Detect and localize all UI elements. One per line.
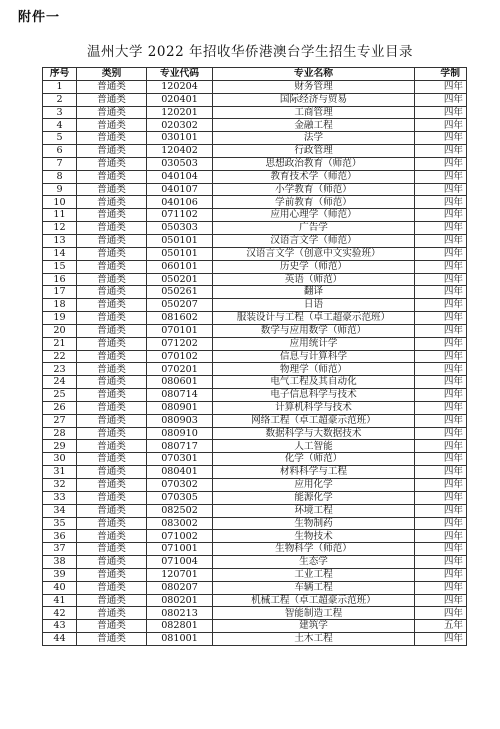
- cell-no: 1: [43, 80, 77, 93]
- cell-category: 普通类: [77, 543, 147, 556]
- table-body: [43, 80, 467, 645]
- cell-length: 四年: [415, 607, 467, 620]
- cell-code: 070102: [147, 350, 213, 363]
- cell-category: 普通类: [77, 234, 147, 247]
- cell-code: 080601: [147, 376, 213, 389]
- cell-major-name: 能源化学: [213, 491, 415, 504]
- cell-length: 四年: [415, 337, 467, 350]
- table-row: [43, 286, 467, 299]
- cell-major-name: 小学教育（师范）: [213, 183, 415, 196]
- cell-no: 21: [43, 337, 77, 350]
- cell-category: 普通类: [77, 286, 147, 299]
- cell-length: 四年: [415, 376, 467, 389]
- cell-major-name: 财务管理: [213, 80, 415, 93]
- attachment-label: 附件一: [18, 10, 61, 25]
- cell-no: 44: [43, 633, 77, 646]
- cell-category: 普通类: [77, 93, 147, 106]
- cell-category: 普通类: [77, 350, 147, 363]
- cell-length: 四年: [415, 543, 467, 556]
- cell-no: 4: [43, 119, 77, 132]
- table-row: [43, 568, 467, 581]
- cell-length: 四年: [415, 170, 467, 183]
- table-row: [43, 556, 467, 569]
- cell-code: 071202: [147, 337, 213, 350]
- table-row: [43, 80, 467, 93]
- cell-category: 普通类: [77, 196, 147, 209]
- cell-no: 9: [43, 183, 77, 196]
- cell-code: 050261: [147, 286, 213, 299]
- cell-code: 071004: [147, 556, 213, 569]
- cell-category: 普通类: [77, 504, 147, 517]
- cell-length: 四年: [415, 530, 467, 543]
- cell-category: 普通类: [77, 119, 147, 132]
- cell-code: 082801: [147, 620, 213, 633]
- cell-no: 16: [43, 273, 77, 286]
- table-row: [43, 517, 467, 530]
- cell-length: 四年: [415, 594, 467, 607]
- cell-category: 普通类: [77, 299, 147, 312]
- cell-no: 18: [43, 299, 77, 312]
- table-row: [43, 222, 467, 235]
- cell-no: 28: [43, 427, 77, 440]
- cell-no: 12: [43, 222, 77, 235]
- cell-code: 081001: [147, 633, 213, 646]
- cell-no: 36: [43, 530, 77, 543]
- cell-category: 普通类: [77, 363, 147, 376]
- cell-category: 普通类: [77, 209, 147, 222]
- table-row: [43, 183, 467, 196]
- cell-length: 四年: [415, 581, 467, 594]
- cell-no: 23: [43, 363, 77, 376]
- cell-length: 四年: [415, 119, 467, 132]
- table-row: [43, 260, 467, 273]
- cell-length: 五年: [415, 620, 467, 633]
- cell-code: 083002: [147, 517, 213, 530]
- table-row: [43, 607, 467, 620]
- cell-length: 四年: [415, 209, 467, 222]
- cell-major-name: 服装设计与工程（卓工超豪示范班）: [213, 312, 415, 325]
- cell-major-name: 智能制造工程: [213, 607, 415, 620]
- cell-length: 四年: [415, 414, 467, 427]
- cell-no: 17: [43, 286, 77, 299]
- cell-major-name: 汉语言文学（创意中文实验班）: [213, 247, 415, 260]
- cell-major-name: 机械工程（卓工超豪示范班）: [213, 594, 415, 607]
- cell-code: 080401: [147, 466, 213, 479]
- cell-major-name: 土木工程: [213, 633, 415, 646]
- cell-category: 普通类: [77, 491, 147, 504]
- cell-no: 19: [43, 312, 77, 325]
- cell-category: 普通类: [77, 273, 147, 286]
- cell-major-name: 网络工程（卓工超豪示范班）: [213, 414, 415, 427]
- cell-category: 普通类: [77, 145, 147, 158]
- cell-major-name: 生物科学（师范）: [213, 543, 415, 556]
- cell-category: 普通类: [77, 414, 147, 427]
- cell-major-name: 材料科学与工程: [213, 466, 415, 479]
- cell-no: 29: [43, 440, 77, 453]
- cell-length: 四年: [415, 260, 467, 273]
- cell-code: 080901: [147, 401, 213, 414]
- cell-major-name: 生态学: [213, 556, 415, 569]
- cell-major-name: 数学与应用数学（师范）: [213, 324, 415, 337]
- cell-major-name: 历史学（师范）: [213, 260, 415, 273]
- cell-length: 四年: [415, 568, 467, 581]
- table-row: [43, 530, 467, 543]
- cell-category: 普通类: [77, 337, 147, 350]
- cell-category: 普通类: [77, 517, 147, 530]
- cell-code: 050101: [147, 234, 213, 247]
- cell-major-name: 工商管理: [213, 106, 415, 119]
- table-row: [43, 427, 467, 440]
- cell-length: 四年: [415, 145, 467, 158]
- table-row: [43, 350, 467, 363]
- cell-no: 30: [43, 453, 77, 466]
- cell-code: 120701: [147, 568, 213, 581]
- cell-no: 38: [43, 556, 77, 569]
- cell-no: 22: [43, 350, 77, 363]
- cell-code: 080207: [147, 581, 213, 594]
- header-code: 专业代码: [147, 68, 213, 81]
- cell-code: 080903: [147, 414, 213, 427]
- cell-length: 四年: [415, 299, 467, 312]
- cell-major-name: 汉语言文学（师范）: [213, 234, 415, 247]
- cell-category: 普通类: [77, 183, 147, 196]
- cell-length: 四年: [415, 183, 467, 196]
- table-row: [43, 466, 467, 479]
- cell-code: 080717: [147, 440, 213, 453]
- cell-major-name: 教育技术学（师范）: [213, 170, 415, 183]
- cell-major-name: 工业工程: [213, 568, 415, 581]
- table-row: [43, 157, 467, 170]
- cell-major-name: 法学: [213, 132, 415, 145]
- cell-length: 四年: [415, 132, 467, 145]
- cell-code: 071001: [147, 543, 213, 556]
- header-category: 类别: [77, 68, 147, 81]
- cell-length: 四年: [415, 401, 467, 414]
- document-title: 温州大学 2022 年招收华侨港澳台学生招生专业目录: [87, 44, 413, 60]
- cell-no: 43: [43, 620, 77, 633]
- table-row: [43, 247, 467, 260]
- cell-major-name: 应用心理学（师范）: [213, 209, 415, 222]
- cell-code: 040104: [147, 170, 213, 183]
- cell-length: 四年: [415, 363, 467, 376]
- cell-major-name: 应用化学: [213, 479, 415, 492]
- cell-major-name: 电气工程及其自动化: [213, 376, 415, 389]
- cell-category: 普通类: [77, 389, 147, 402]
- cell-major-name: 学前教育（师范）: [213, 196, 415, 209]
- cell-no: 10: [43, 196, 77, 209]
- table-row: [43, 106, 467, 119]
- cell-length: 四年: [415, 517, 467, 530]
- cell-major-name: 数据科学与大数据技术: [213, 427, 415, 440]
- cell-code: 082502: [147, 504, 213, 517]
- cell-major-name: 行政管理: [213, 145, 415, 158]
- cell-length: 四年: [415, 491, 467, 504]
- cell-no: 7: [43, 157, 77, 170]
- cell-length: 四年: [415, 427, 467, 440]
- cell-code: 070305: [147, 491, 213, 504]
- cell-major-name: 电子信息科学与技术: [213, 389, 415, 402]
- table-row: [43, 132, 467, 145]
- cell-no: 25: [43, 389, 77, 402]
- cell-category: 普通类: [77, 132, 147, 145]
- cell-no: 42: [43, 607, 77, 620]
- header-no: 序号: [43, 68, 77, 81]
- cell-code: 080910: [147, 427, 213, 440]
- cell-category: 普通类: [77, 427, 147, 440]
- cell-code: 081602: [147, 312, 213, 325]
- cell-length: 四年: [415, 389, 467, 402]
- cell-category: 普通类: [77, 106, 147, 119]
- cell-length: 四年: [415, 222, 467, 235]
- cell-major-name: 金融工程: [213, 119, 415, 132]
- cell-major-name: 英语（师范）: [213, 273, 415, 286]
- cell-length: 四年: [415, 479, 467, 492]
- cell-no: 3: [43, 106, 77, 119]
- cell-category: 普通类: [77, 479, 147, 492]
- cell-no: 33: [43, 491, 77, 504]
- cell-length: 四年: [415, 312, 467, 325]
- cell-length: 四年: [415, 324, 467, 337]
- cell-no: 26: [43, 401, 77, 414]
- cell-code: 050303: [147, 222, 213, 235]
- cell-category: 普通类: [77, 568, 147, 581]
- cell-no: 11: [43, 209, 77, 222]
- cell-length: 四年: [415, 466, 467, 479]
- header-name: 专业名称: [213, 68, 415, 81]
- table-row: [43, 170, 467, 183]
- cell-major-name: 计算机科学与技术: [213, 401, 415, 414]
- table-header-row: [43, 68, 467, 81]
- table-row: [43, 196, 467, 209]
- majors-table: [42, 67, 467, 646]
- table-row: [43, 234, 467, 247]
- cell-major-name: 生物制药: [213, 517, 415, 530]
- cell-length: 四年: [415, 106, 467, 119]
- table-row: [43, 414, 467, 427]
- cell-code: 020302: [147, 119, 213, 132]
- cell-no: 35: [43, 517, 77, 530]
- cell-category: 普通类: [77, 633, 147, 646]
- cell-category: 普通类: [77, 222, 147, 235]
- table-row: [43, 363, 467, 376]
- table-row: [43, 620, 467, 633]
- table-row: [43, 389, 467, 402]
- cell-major-name: 车辆工程: [213, 581, 415, 594]
- cell-no: 20: [43, 324, 77, 337]
- cell-no: 14: [43, 247, 77, 260]
- cell-code: 060101: [147, 260, 213, 273]
- table-row: [43, 209, 467, 222]
- cell-category: 普通类: [77, 620, 147, 633]
- cell-major-name: 翻译: [213, 286, 415, 299]
- cell-length: 四年: [415, 157, 467, 170]
- cell-code: 120402: [147, 145, 213, 158]
- cell-category: 普通类: [77, 170, 147, 183]
- table-row: [43, 145, 467, 158]
- cell-no: 15: [43, 260, 77, 273]
- cell-length: 四年: [415, 273, 467, 286]
- cell-major-name: 生物技术: [213, 530, 415, 543]
- cell-no: 27: [43, 414, 77, 427]
- table-row: [43, 312, 467, 325]
- cell-major-name: 建筑学: [213, 620, 415, 633]
- cell-length: 四年: [415, 556, 467, 569]
- cell-code: 070201: [147, 363, 213, 376]
- cell-major-name: 物理学（师范）: [213, 363, 415, 376]
- cell-category: 普通类: [77, 247, 147, 260]
- table-row: [43, 491, 467, 504]
- cell-length: 四年: [415, 80, 467, 93]
- cell-category: 普通类: [77, 401, 147, 414]
- cell-code: 050101: [147, 247, 213, 260]
- table-row: [43, 401, 467, 414]
- cell-category: 普通类: [77, 80, 147, 93]
- cell-category: 普通类: [77, 607, 147, 620]
- cell-code: 040107: [147, 183, 213, 196]
- table-row: [43, 594, 467, 607]
- table-row: [43, 543, 467, 556]
- cell-length: 四年: [415, 247, 467, 260]
- cell-no: 34: [43, 504, 77, 517]
- table-row: [43, 324, 467, 337]
- cell-code: 040106: [147, 196, 213, 209]
- cell-major-name: 国际经济与贸易: [213, 93, 415, 106]
- cell-major-name: 广告学: [213, 222, 415, 235]
- cell-category: 普通类: [77, 556, 147, 569]
- cell-major-name: 思想政治教育（师范）: [213, 157, 415, 170]
- table-row: [43, 633, 467, 646]
- cell-length: 四年: [415, 633, 467, 646]
- cell-no: 8: [43, 170, 77, 183]
- cell-category: 普通类: [77, 594, 147, 607]
- cell-category: 普通类: [77, 581, 147, 594]
- table-row: [43, 453, 467, 466]
- cell-code: 071002: [147, 530, 213, 543]
- table-row: [43, 581, 467, 594]
- header-length: 学制: [415, 68, 467, 81]
- cell-no: 41: [43, 594, 77, 607]
- cell-no: 39: [43, 568, 77, 581]
- table-row: [43, 119, 467, 132]
- cell-code: 071102: [147, 209, 213, 222]
- cell-length: 四年: [415, 234, 467, 247]
- cell-major-name: 人工智能: [213, 440, 415, 453]
- cell-category: 普通类: [77, 530, 147, 543]
- cell-category: 普通类: [77, 453, 147, 466]
- cell-major-name: 应用统计学: [213, 337, 415, 350]
- cell-code: 020401: [147, 93, 213, 106]
- cell-major-name: 信息与计算科学: [213, 350, 415, 363]
- cell-no: 6: [43, 145, 77, 158]
- cell-no: 5: [43, 132, 77, 145]
- cell-code: 030503: [147, 157, 213, 170]
- cell-category: 普通类: [77, 440, 147, 453]
- cell-code: 030101: [147, 132, 213, 145]
- cell-category: 普通类: [77, 324, 147, 337]
- cell-no: 13: [43, 234, 77, 247]
- cell-major-name: 环境工程: [213, 504, 415, 517]
- cell-no: 32: [43, 479, 77, 492]
- cell-category: 普通类: [77, 376, 147, 389]
- cell-length: 四年: [415, 93, 467, 106]
- cell-code: 120204: [147, 80, 213, 93]
- table-row: [43, 479, 467, 492]
- cell-category: 普通类: [77, 466, 147, 479]
- cell-category: 普通类: [77, 312, 147, 325]
- table-row: [43, 440, 467, 453]
- cell-length: 四年: [415, 440, 467, 453]
- cell-code: 080213: [147, 607, 213, 620]
- table-row: [43, 299, 467, 312]
- cell-length: 四年: [415, 286, 467, 299]
- cell-code: 070302: [147, 479, 213, 492]
- cell-code: 070101: [147, 324, 213, 337]
- cell-length: 四年: [415, 453, 467, 466]
- cell-no: 2: [43, 93, 77, 106]
- table-row: [43, 337, 467, 350]
- cell-major-name: 日语: [213, 299, 415, 312]
- cell-length: 四年: [415, 504, 467, 517]
- cell-code: 080714: [147, 389, 213, 402]
- table-row: [43, 273, 467, 286]
- cell-code: 070301: [147, 453, 213, 466]
- cell-no: 37: [43, 543, 77, 556]
- cell-category: 普通类: [77, 157, 147, 170]
- cell-category: 普通类: [77, 260, 147, 273]
- cell-no: 40: [43, 581, 77, 594]
- table-row: [43, 376, 467, 389]
- cell-no: 24: [43, 376, 77, 389]
- table-row: [43, 93, 467, 106]
- cell-code: 080201: [147, 594, 213, 607]
- cell-length: 四年: [415, 196, 467, 209]
- cell-major-name: 化学（师范）: [213, 453, 415, 466]
- cell-code: 050201: [147, 273, 213, 286]
- table-row: [43, 504, 467, 517]
- cell-code: 120201: [147, 106, 213, 119]
- cell-code: 050207: [147, 299, 213, 312]
- cell-no: 31: [43, 466, 77, 479]
- cell-length: 四年: [415, 350, 467, 363]
